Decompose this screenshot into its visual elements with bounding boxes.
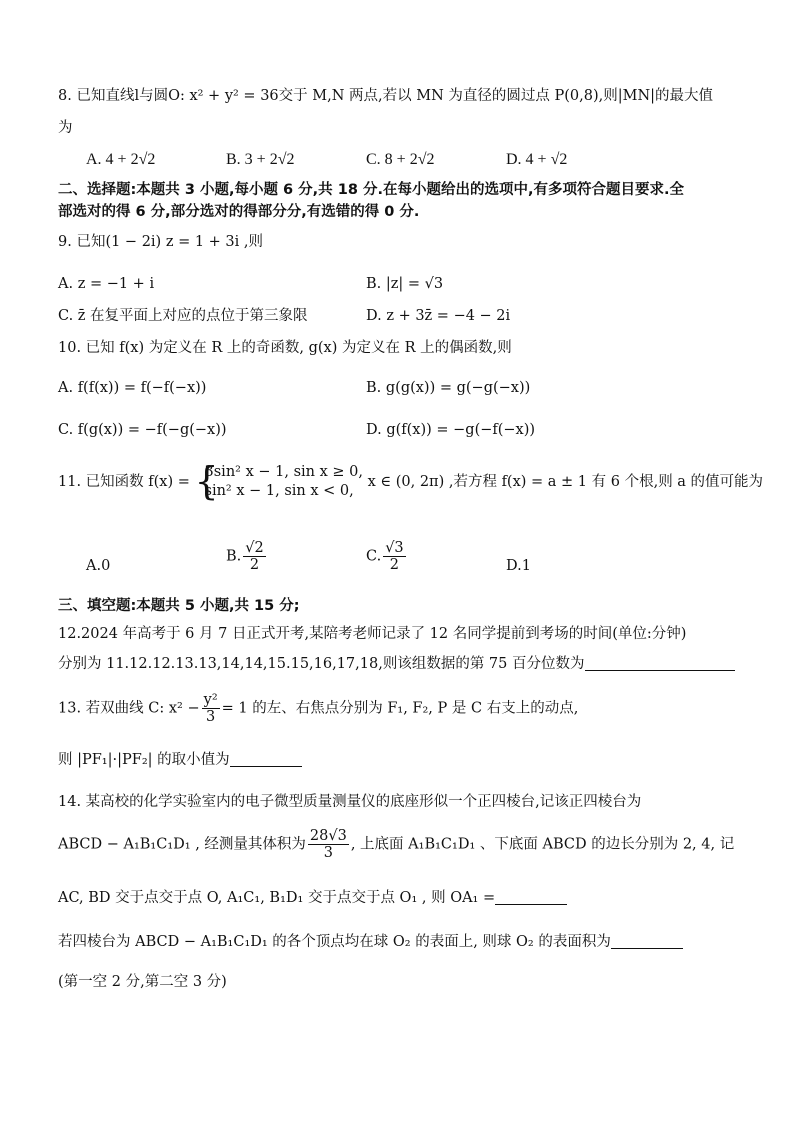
q10-option-c: C. f(g(x)) = −f(−g(−x)) (58, 422, 227, 438)
q14-line3 (58, 888, 567, 908)
q14-line2 (58, 828, 734, 861)
q11-option-b-label: B. (226, 548, 242, 565)
q14-line3-text: AC, BD 交于点交于点 O, A₁C₁, B₁D₁ 交于点交于点 O₁ , 则 OA₁ = (58, 890, 496, 906)
section3-title: 三、填空题:本题共 5 小题,共 15 分; (58, 598, 300, 614)
q8-option-d: D. 4 + √2 (506, 151, 568, 168)
q10-option-d: D. g(f(x)) = −g(−f(−x)) (366, 422, 536, 438)
q8-option-a: A. 4 + 2√2 (86, 151, 156, 168)
q9-option-c: C. z̄ 在复平面上对应的点位于第三象限 (58, 308, 308, 324)
q13-frac-den: 3 (206, 709, 216, 725)
q13-suffix: = 1 的左、右焦点分别为 F₁, F₂, P 是 C 右支上的动点, (221, 700, 579, 717)
q13-answer-blank[interactable] (230, 752, 302, 767)
q8-option-b: B. 3 + 2√2 (226, 151, 295, 168)
q11-case1: 3sin² x − 1, sin x ≥ 0, (204, 464, 363, 480)
q10-option-b: B. g(g(x)) = g(−g(−x)) (366, 380, 531, 396)
q11-piecewise (194, 459, 363, 503)
section2-line2: 部选对的得 6 分,部分选对的得部分分,有选错的得 0 分. (58, 204, 420, 220)
q11-option-c (366, 540, 408, 573)
q11-option-d: D.1 (506, 558, 531, 574)
q12-answer-blank[interactable] (585, 656, 735, 671)
q9-option-d: D. z + 3z̄ = −4 − 2i (366, 308, 511, 324)
q11-option-c-label: C. (366, 548, 382, 565)
q13-line2 (58, 750, 302, 770)
q11-option-b-den: 2 (249, 557, 260, 573)
q12-line2-text: 分别为 11.12.12.13.13,14,14,15.15,16,17,18,则该组数据的第 75 百分位数为 (58, 656, 585, 672)
q11-prefix: 11. 已知函数 f(x) = (58, 474, 190, 490)
q14-line2-a: ABCD − A₁B₁C₁D₁ , 经测量其体积为 (58, 836, 306, 853)
q14-line4 (58, 932, 683, 952)
q13-line1 (58, 692, 578, 725)
q9-option-b: B. |z| = √3 (366, 276, 444, 292)
q14-blank-1[interactable] (495, 890, 567, 905)
q13-prefix: 13. 若双曲线 C: x² − (58, 700, 200, 717)
q14-line5: (第一空 2 分,第二空 3 分) (58, 974, 227, 990)
q10-stem: 10. 已知 f(x) 为定义在 R 上的奇函数, g(x) 为定义在 R 上的偶函数,则 (58, 340, 512, 356)
q8-option-c: C. 8 + 2√2 (366, 151, 435, 168)
q11-case2: sin² x − 1, sin x < 0, (204, 483, 354, 499)
q14-line4-text: 若四棱台为 ABCD − A₁B₁C₁D₁ 的各个顶点均在球 O₂ 的表面上, 则球 O₂ 的表面积为 (58, 934, 611, 950)
q14-volume-num: 28√3 (309, 828, 347, 844)
q11-option-c-num: √3 (385, 540, 404, 556)
q11-suffix: x ∈ (0, 2π) ,若方程 f(x) = a ± 1 有 6 个根,则 a 的值可能为 (367, 474, 764, 490)
q14-line2-b: , 上底面 A₁B₁C₁D₁ 、下底面 ABCD 的边长分别为 2, 4, 记 (350, 836, 735, 853)
q11-option-c-den: 2 (389, 557, 400, 573)
q13-line2-text: 则 |PF₁|·|PF₂| 的取小值为 (58, 752, 230, 768)
q8-stem: 8. 已知直线l与圆O: x² + y² = 36交于 M,N 两点,若以 MN 为直径的圆过点 P(0,8),则|MN|的最大值 (58, 88, 714, 104)
q12-line2 (58, 654, 735, 674)
section2-line1: 二、选择题:本题共 3 小题,每小题 6 分,共 18 分.在每小题给出的选项中,有多项符合题目要求.全 (58, 182, 684, 198)
q11-option-b-num: √2 (245, 540, 264, 556)
q12-line1: 12.2024 年高考于 6 月 7 日正式开考,某陪考老师记录了 12 名同学提前到考场的时间(单位:分钟) (58, 626, 687, 642)
q11-stem (58, 459, 764, 503)
q9-option-a: A. z = −1 + i (58, 276, 155, 292)
q11-option-a: A.0 (86, 558, 111, 574)
q9-stem: 9. 已知(1 − 2i) z = 1 + 3i ,则 (58, 234, 264, 250)
q13-frac-num: y² (203, 692, 218, 708)
q8-stem-cont: 为 (58, 120, 73, 136)
q14-volume-den: 3 (323, 845, 333, 861)
q11-option-b (226, 540, 268, 573)
q14-blank-2[interactable] (611, 934, 683, 949)
q10-option-a: A. f(f(x)) = f(−f(−x)) (58, 380, 207, 396)
q14-line1: 14. 某高校的化学实验室内的电子微型质量测量仪的底座形似一个正四棱台,记该正四棱台为 (58, 794, 642, 810)
left-brace-icon: { (194, 459, 219, 503)
